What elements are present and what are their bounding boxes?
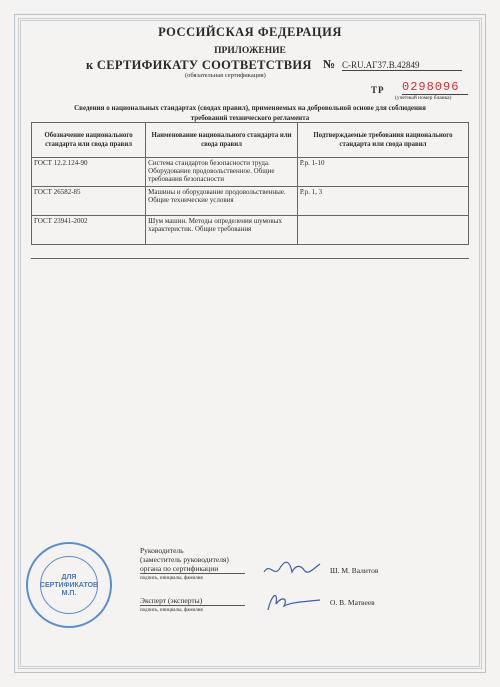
head-label-1: Руководитель: [140, 546, 184, 555]
row-requirements: Р.р. 1-10: [297, 158, 468, 187]
stamp-line-3: М.П.: [61, 590, 77, 597]
table-bottom-line: [31, 258, 469, 259]
header-requirements: Подтверждаемые требования национального стандарта или свода правил: [297, 123, 468, 158]
expert-name: О. В. Матвеев: [330, 598, 375, 607]
number-sign: №: [323, 57, 336, 71]
row-code: ГОСТ 26582-85: [32, 187, 146, 216]
tr-label: ТР: [371, 85, 385, 95]
row-code: ГОСТ 12.2.124-90: [32, 158, 146, 187]
row-name: Система стандартов безопасности труда. Оборудование продовольственное. Общие требования безопасности: [146, 158, 298, 187]
stamp-line-2: СЕРТИФИКАТОВ: [39, 582, 99, 589]
standards-intro: Сведения о национальных стандартах (сводах правил), применяемых на добровольной основе для соблюдения требований технического регламента: [74, 104, 426, 122]
table-header-row: [32, 123, 469, 158]
appendix-heading: ПРИЛОЖЕНИЕ: [214, 46, 286, 56]
row-name: Шум машин. Методы определения шумовых характеристик. Общие требования: [146, 216, 298, 245]
head-label-2: (заместитель руководителя): [140, 555, 229, 564]
certification-stamp: [26, 542, 112, 628]
expert-label: Эксперт (эксперты): [140, 596, 245, 606]
head-sub: подпись, инициалы, фамилия: [140, 576, 203, 581]
row-requirements: Р.р. 1, 3: [297, 187, 468, 216]
country-heading: РОССИЙСКАЯ ФЕДЕРАЦИЯ: [158, 25, 342, 39]
serial-note: (учетный номер бланка): [395, 95, 452, 101]
certificate-number: C-RU.АГ37.В.42849: [342, 60, 462, 71]
header-name: Наименование национального стандарта или свода правил: [146, 123, 298, 158]
head-name: Ш. М. Валитов: [330, 566, 379, 575]
head-label-3: органа по сертификации: [140, 564, 245, 574]
expert-sub: подпись, инициалы, фамилия: [140, 608, 203, 613]
header-code: Обозначение национального стандарта или свода правил: [32, 123, 146, 158]
expert-signature-block: [140, 596, 245, 615]
serial-number: 0298096: [402, 80, 468, 95]
table-row: [32, 216, 469, 245]
table-row: [32, 158, 469, 187]
certificate-title: к СЕРТИФИКАТУ СООТВЕТСТВИЯ: [86, 58, 312, 72]
row-code: ГОСТ 23941-2002: [32, 216, 146, 245]
head-signature-mark: [262, 558, 322, 580]
expert-signature-mark: [262, 588, 322, 614]
stamp-line-1: ДЛЯ: [61, 574, 77, 581]
standards-table: [31, 122, 469, 245]
head-signature-block: [140, 546, 245, 583]
table-row: [32, 187, 469, 216]
certification-type: (обязательная сертификация): [185, 72, 266, 79]
row-requirements: [297, 216, 468, 245]
row-name: Машины и оборудование продовольственные. Общие технические условия: [146, 187, 298, 216]
